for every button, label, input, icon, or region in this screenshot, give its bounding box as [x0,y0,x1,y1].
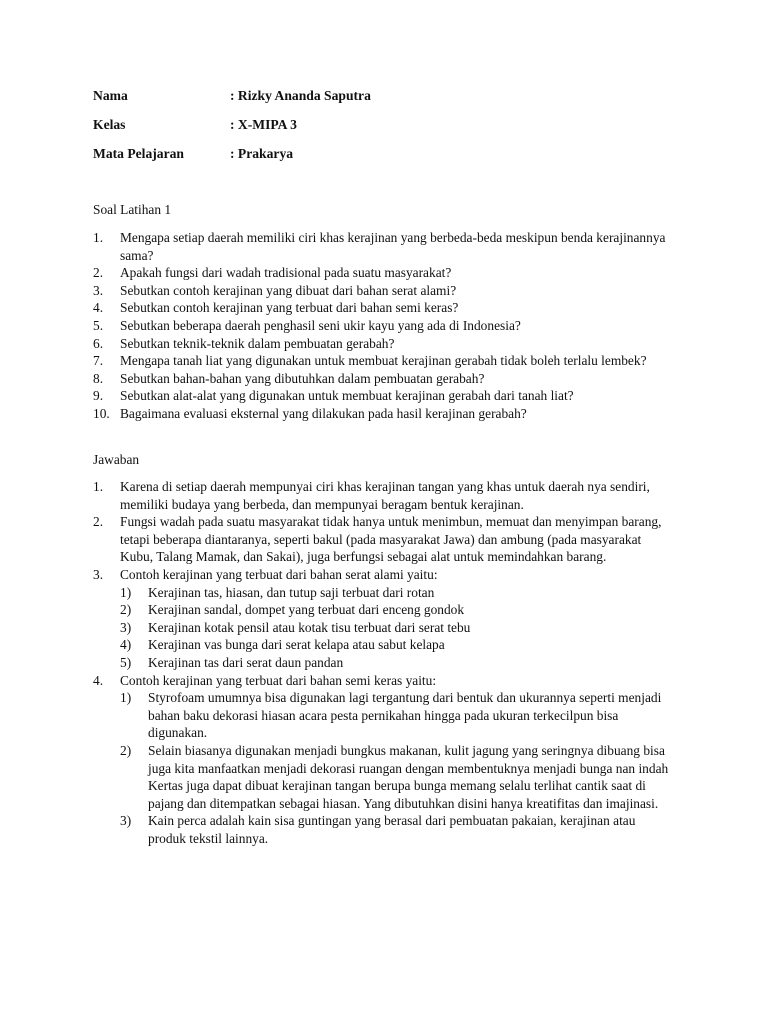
soal-item: 2. Apakah fungsi dari wadah tradisional pada suatu masyarakat? [93,265,452,281]
soal-item: 6. Sebutkan teknik-teknik dalam pembuatan gerabah? [93,335,395,351]
nama-label: Nama [93,88,128,103]
soal-item: 8. Sebutkan bahan-bahan yang dibutuhkan dalam pembuatan gerabah? [93,370,485,386]
jawaban-item: 1. Karena di setiap daerah mempunyai ciri khas kerajinan tangan yang khas untuk daerah nya sendiri, memiliki budaya yang berbeda, dan mempunyai beragam bentuk kerajinan. [93,479,650,512]
jawaban-title: Jawaban [93,452,140,467]
sub-list-item: 3) Kain perca adalah kain sisa guntingan yang berasal dari pembuatan pakaian, kerajinan atau produk tekstil lainnya. [120,813,636,846]
mapel-value: : Prakarya [230,146,294,161]
soal-item: 3. Sebutkan contoh kerajinan yang dibuat dari bahan serat alami? [93,282,457,298]
sub-list-item: 5) Kerajinan tas dari serat daun pandan [120,654,344,670]
jawaban-item: 3. Contoh kerajinan yang terbuat dari bahan serat alami yaitu: 1) Kerajinan tas, hiasan, dan tutup saji terbuat dari rotan 2) Kerajinan sandal, dompet yang terbuat dari enceng gondok 3) Kerajinan kotak pensil atau kotak tisu terbuat dari serat tebu 4) Kerajinan vas bunga dari serat kelapa atau sabut kelapa 5) Kerajinan tas dari serat daun pandan [93,566,673,672]
soal-item: 7. Mengapa tanah liat yang digunakan untuk membuat kerajinan gerabah tidak boleh terlalu lembek? [93,353,647,369]
sub-list-item: 1) Kerajinan tas, hiasan, dan tutup saji terbuat dari rotan [120,584,435,600]
sub-list-item: 2) Kerajinan sandal, dompet yang terbuat dari enceng gondok [120,602,465,618]
jawaban-list [93,478,673,847]
jawaban-item: 2. Fungsi wadah pada suatu masyarakat tidak hanya untuk menimbun, memuat dan menyimpan barang, tetapi beberapa diantaranya, seperti bakul (pada masyarakat Jawa) dan ambung (pada masyarakat Kubu, Talang Mamak, dan Sakai), juga berfungsi sebagai alat untuk memindahkan barang. [93,514,662,565]
soal-item: 1. Mengapa setiap daerah memiliki ciri khas kerajinan yang berbeda-beda meskipun benda kerajinannya sama? [93,230,666,263]
sub-list-item: 4) Kerajinan vas bunga dari serat kelapa atau sabut kelapa [120,637,445,653]
soal-title: Soal Latihan 1 [93,202,172,217]
soal-item: 9. Sebutkan alat-alat yang digunakan untuk membuat kerajinan gerabah dari tanah liat? [93,388,574,404]
soal-item: 5. Sebutkan beberapa daerah penghasil seni ukir kayu yang ada di Indonesia? [93,317,521,333]
sub-list-item: 2) Selain biasanya digunakan menjadi bungkus makanan, kulit jagung yang seringnya dibuang bisa juga kita manfaatkan menjadi dekorasi ruangan dengan membentuknya menjadi bunga nan indah Kertas juga dapat dibuat kerajinan tangan berupa bunga memang selalu terlihat cantik saat di pajang dan ditempatkan sebagai hiasan. Yang dibutuhkan disini hanya kreatifitas dan imajinasi. [120,742,669,811]
jawaban-sublist [120,689,673,847]
sub-list-item: 1) Styrofoam umumnya bisa digunakan lagi tergantung dari bentuk dan ukurannya seperti menjadi bahan baku dekorasi hiasan acara pesta pernikahan hingga pada ukuran terkecilpun bisa digunakan. [120,690,662,741]
soal-list [93,229,673,423]
mapel-label: Mata Pelajaran [93,146,184,161]
kelas-value: : X-MIPA 3 [230,117,297,132]
jawaban-sublist [120,584,673,672]
sub-list-item: 3) Kerajinan kotak pensil atau kotak tisu terbuat dari serat tebu [120,619,471,635]
jawaban-item: 4. Contoh kerajinan yang terbuat dari bahan semi keras yaitu: 1) Styrofoam umumnya bisa digunakan lagi tergantung dari bentuk dan ukurannya seperti menjadi bahan baku dekorasi hiasan acara pesta pernikahan hingga pada ukuran terkecilpun bisa digunakan. 2) Selain biasanya digunakan menjadi bungkus makanan, kulit jagung yang seringnya dibuang bisa juga kita manfaatkan menjadi dekorasi ruangan dengan membentuknya menjadi bunga nan indah Kertas juga dapat dibuat kerajinan tangan berupa bunga memang selalu terlihat cantik saat di pajang dan ditempatkan sebagai hiasan. Yang dibutuhkan disini hanya kreatifitas dan imajinasi. 3) Kain perca adalah kain sisa guntingan yang berasal dari pembuatan pakaian, kerajinan atau produk tekstil lainnya. [93,672,673,848]
soal-item: 10. Bagaimana evaluasi eksternal yang dilakukan pada hasil kerajinan gerabah? [93,405,527,421]
nama-value: : Rizky Ananda Saputra [230,88,371,103]
kelas-label: Kelas [93,117,126,132]
soal-item: 4. Sebutkan contoh kerajinan yang terbuat dari bahan semi keras? [93,300,459,316]
